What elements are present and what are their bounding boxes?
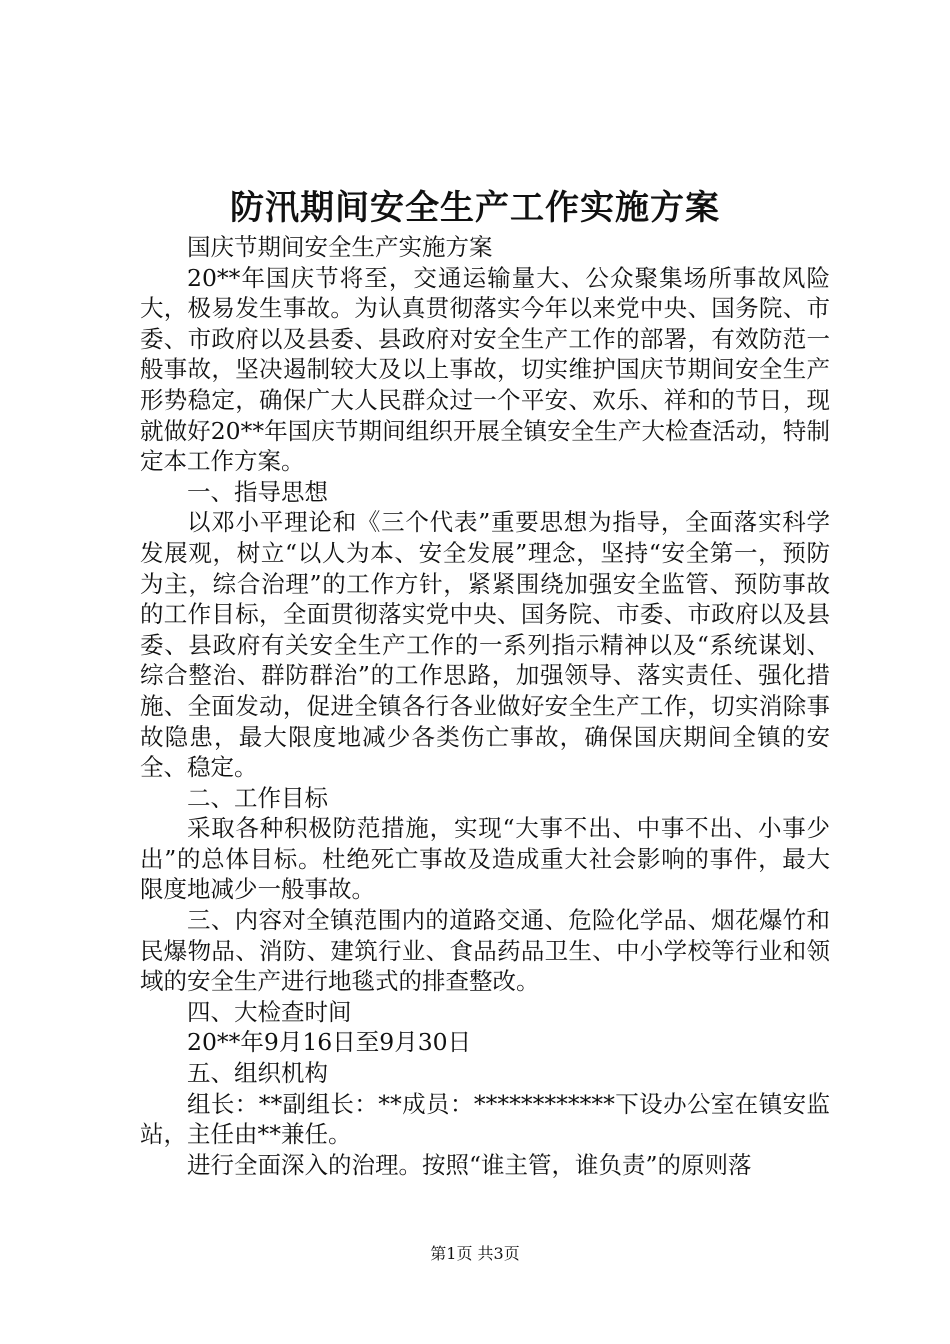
section-heading-guiding-thought: 一、指导思想 <box>187 477 328 506</box>
paragraph-work-goal: 采取各种积极防范措施，实现“大事不出、中事不出、小事少出”的总体目标。杜绝死亡事故及造成重大社会影响的事件，最大限度地减少一般事故。 <box>140 814 830 904</box>
section-heading-organization: 五、组织机构 <box>187 1059 328 1088</box>
section-heading-work-goal: 二、工作目标 <box>187 783 328 812</box>
page-footer: 第1页 共3页 <box>430 1244 520 1263</box>
paragraph-intro: 20**年国庆节将至，交通运输量大、公众聚集场所事故风险大，极易发生事故。为认真贯彻落实今年以来党中央、国务院、市委、市政府以及县委、县政府对安全生产工作的部署，有效防范一般事故，坚决遏制较大及以上事故，切实维护国庆节期间安全生产形势稳定，确保广大人民群众过一个平安、欢乐、祥和的节日，现就做好20**年国庆节期间组织开展全镇安全生产大检查活动，特制定本工作方案。 <box>140 263 830 476</box>
section-heading-inspection-time: 四、大检查时间 <box>187 997 352 1026</box>
paragraph-guiding-thought: 以邓小平理论和《三个代表”重要思想为指导，全面落实科学发展观，树立“以人为本、安全发展”理念，坚持“安全第一，预防为主，综合治理”的工作方针，紧紧围绕加强安全监管、预防事故的工作目标，全面贯彻落实党中央、国务院、市委、市政府以及县委、县政府有关安全生产工作的一系列指示精神以及“系统谋划、综合整治、群防群治”的工作思路，加强领导、落实责任、强化措施、全面发动，促进全镇各行各业做好安全生产工作，切实消除事故隐患，最大限度地减少各类伤亡事故，确保国庆期间全镇的安全、稳定。 <box>140 508 830 782</box>
document-body <box>140 232 830 1180</box>
paragraph-continuation: 进行全面深入的治理。按照“谁主管，谁负责”的原则落 <box>187 1150 752 1179</box>
paragraph-inspection-time: 20**年9月16日至9月30日 <box>187 1028 472 1057</box>
document-title: 防汛期间安全生产工作实施方案 <box>230 188 720 228</box>
paragraph-subtitle: 国庆节期间安全生产实施方案 <box>187 233 493 261</box>
paragraph-content: 三、内容对全镇范围内的道路交通、危险化学品、烟花爆竹和民爆物品、消防、建筑行业、食品药品卫生、中小学校等行业和领域的安全生产进行地毯式的排查整改。 <box>140 906 830 996</box>
paragraph-organization: 组长：**副组长：**成员：************下设办公室在镇安监站，主任由**兼任。 <box>140 1089 830 1149</box>
